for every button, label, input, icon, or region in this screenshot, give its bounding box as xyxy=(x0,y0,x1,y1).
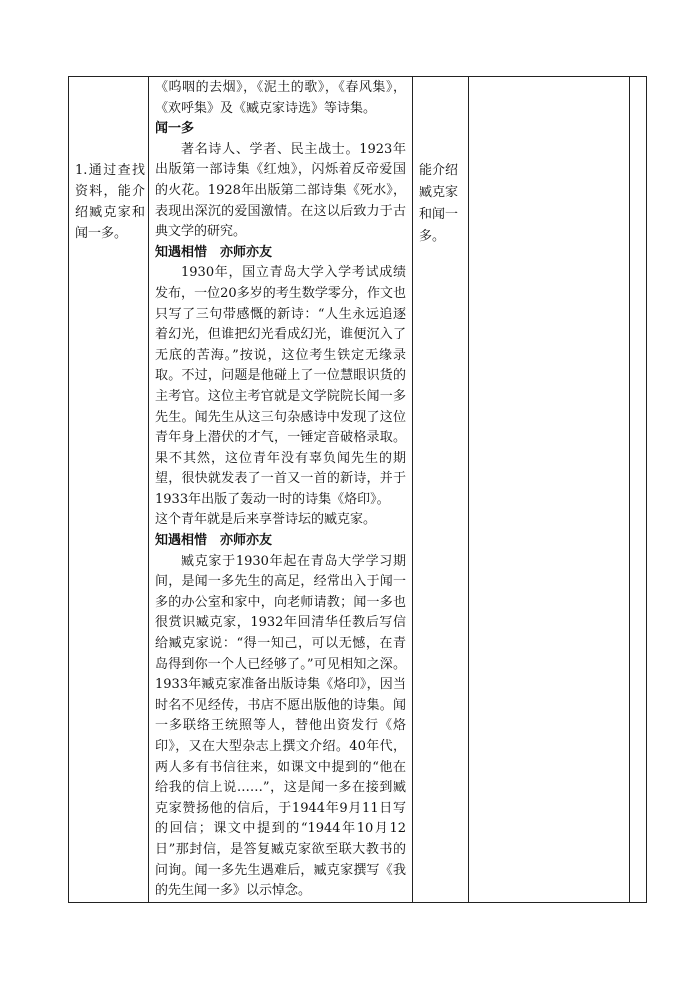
paragraph: 著名诗人、学者、民主战士。1923年出版第一部诗集《红烛》，闪烁着反帝爱国的火花。1928年出版第二部诗集《死水》，表现出深沉的爱国激情。在这以后致力于古典文学的研究。 xyxy=(155,141,406,240)
content-cell xyxy=(149,77,413,903)
goal-text: 1.通过查找资料，能介绍臧克家和闻一多。 xyxy=(75,163,145,241)
paragraph: 《呜咽的去烟》，《泥土的歌》，《春风集》，《欢呼集》及《臧克家诗选》等诗集。 xyxy=(155,80,406,116)
section-heading: 知遇相惜 亦师亦友 xyxy=(155,533,273,549)
paragraph: 1930年，国立青岛大学入学考试成绩发布，一位20多岁的考生数学零分，作文也只写了三句带感慨的新诗：“人生永远追逐着幻光，但谁把幻光看成幻光，谁便沉入了无底的苦海。”按说，这位考生铁定无缘录取。不过，问题是他碰上了一位慧眼识货的主考官。这位主考官就是文学院院长闻一多先生。闻先生从这三句杂感诗中发现了这位青年身上潜伏的才气，一锤定音破格录取。果不其然，这位青年没有辜负闻先生的期望，很快就发表了一首又一首的新诗，并于1933年出版了轰动一时的诗集《烙印》。 xyxy=(155,265,406,507)
goal-cell xyxy=(69,77,149,903)
section-heading: 知遇相惜 亦师亦友 xyxy=(155,244,273,260)
empty-cell xyxy=(469,77,630,903)
activity-text: 能介绍臧克家和闻一多。 xyxy=(419,163,459,244)
paragraph: 臧克家于1930年起在青岛大学学习期间，是闻一多先生的高足，经常出入于闻一多的办公室和家中，向老师请教；闻一多也很赏识臧克家，1932年回清华任教后写信给臧克家说：“得一知己，可以无憾，在青岛得到你一个人已经够了。”可见相知之深。1933年臧克家准备出版诗集《烙印》，因当时名不见经传，书店不愿出版他的诗集。闻一多联络王统照等人，替他出资发行《烙印》，又在大型杂志上撰文介绍。40年代，两人多有书信往来，如课文中提到的“他在给我的信上说……”，这是闻一多在接到臧克家赞扬他的信后，于1944年9月11日写的回信；课文中提到的“1944年10月12日”那封信，是答复臧克家欲至联大教书的问询。闻一多先生遇难后，臧克家撰写《我的先生闻一多》以示悼念。 xyxy=(155,553,406,899)
activity-cell xyxy=(413,77,469,903)
paragraph: 这个青年就是后来享誉诗坛的臧克家。 xyxy=(155,512,377,528)
section-heading: 闻一多 xyxy=(155,121,195,137)
table-row xyxy=(69,77,647,903)
content-body xyxy=(149,77,412,902)
lesson-table xyxy=(68,76,647,903)
empty-narrow-cell xyxy=(630,77,647,903)
